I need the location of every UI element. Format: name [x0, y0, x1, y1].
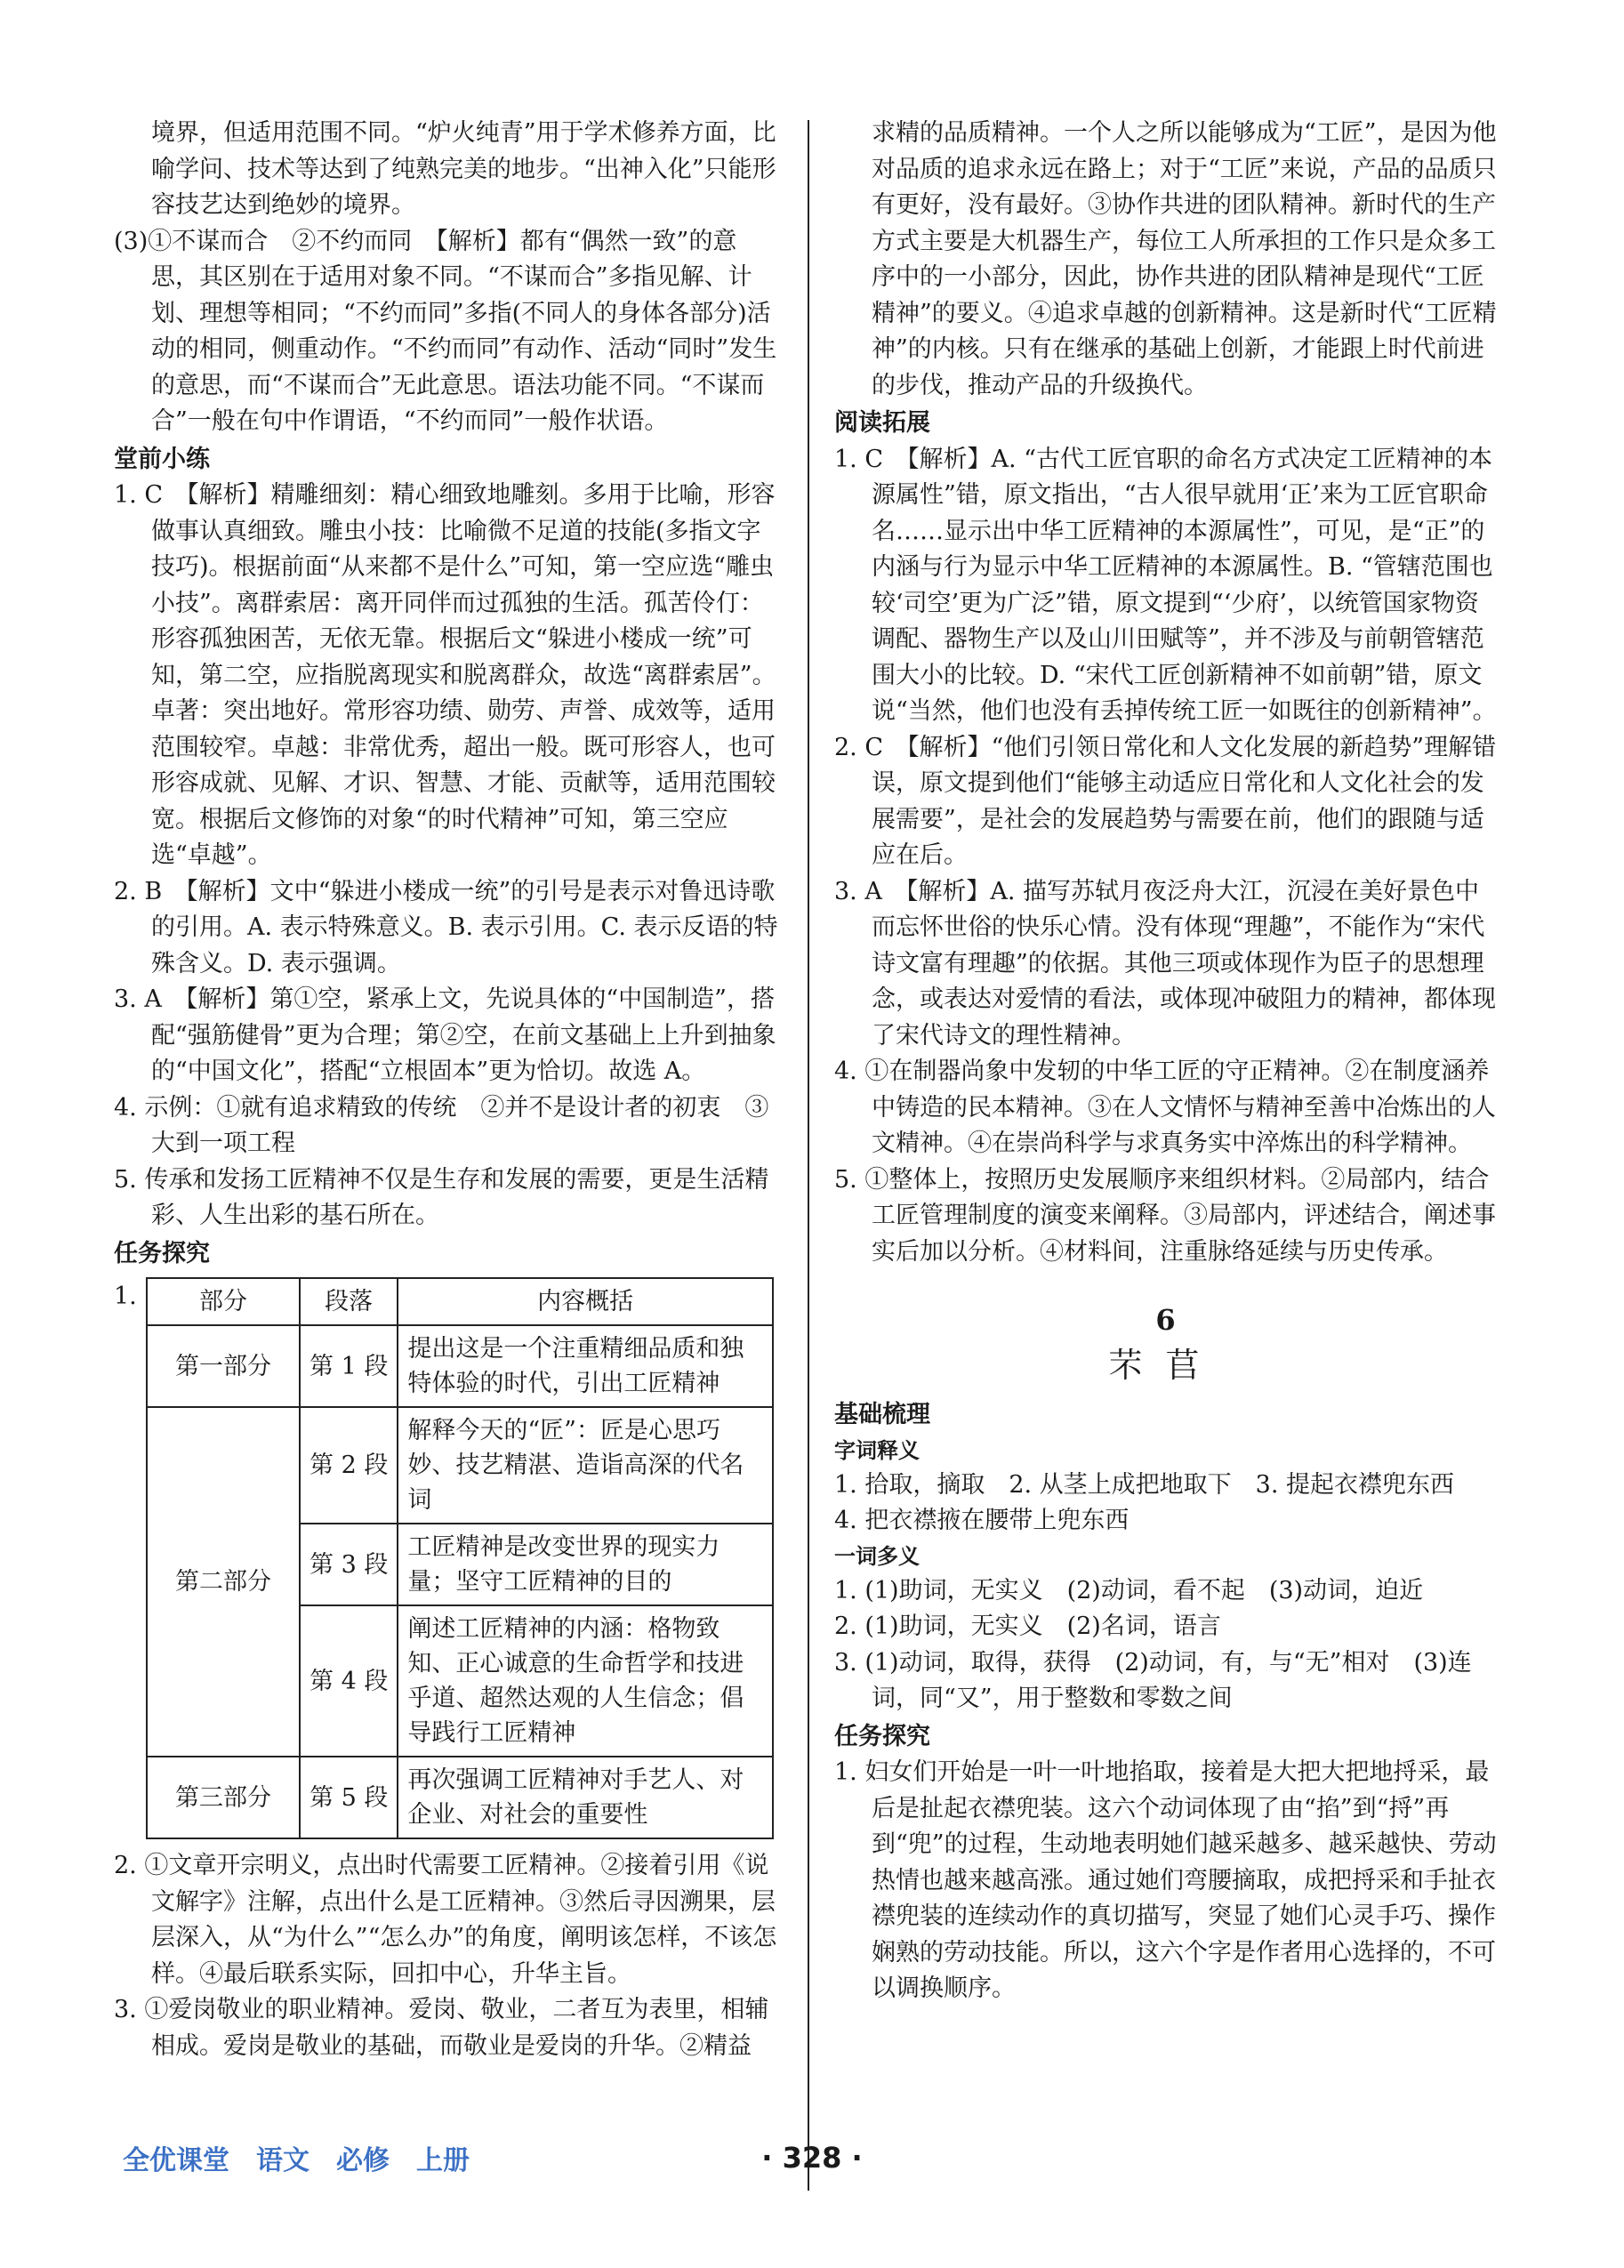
word-meaning-line-1: 1. 拾取，摘取 2. 从茎上成把地取下 3. 提起衣襟兜东西 [834, 1470, 1455, 1499]
section-heading-practice: 堂前小练 [114, 445, 210, 473]
table-cell-part: 第二部分 [147, 1407, 300, 1757]
table-cell-summary: 提出这是一个注重精细品质和独特体验的时代，引出工匠精神 [398, 1325, 773, 1407]
practice-answer-2: 2. B 【解析】文中“躲进小楼成一统”的引号是表示对鲁迅诗歌的引用。A. 表示特殊意义。B. 表示引用。C. 表示反语的特殊含义。D. 表示强调。 [114, 877, 778, 977]
reading-answer-5: 5. ①整体上，按照历史发展顺序来组织材料。②局部内，结合工匠管理制度的演变来阐释。③局部内，评述结合，阐述事实后加以分析。④材料间，注重脉络延续与历史传承。 [834, 1165, 1496, 1266]
practice-answer-3: 3. A 【解析】第①空，紧承上文，先说具体的“中国制造”，搭配“强筋健骨”更为合理；第②空，在前文基础上上升到抽象的“中国文化”，搭配“立根固本”更为恰切。故选 A。 [114, 985, 776, 1085]
table-cell-summary: 工匠精神是改变世界的现实力量；坚守工匠精神的目的 [398, 1524, 773, 1605]
practice-answer-5: 5. 传承和发扬工匠精神不仅是生存和发展的需要，更是生活精彩、人生出彩的基石所在。 [114, 1165, 769, 1229]
word-meaning-line-2: 4. 把衣襟掖在腰带上兜东西 [834, 1507, 1130, 1534]
footer-series-title: 全优课堂 语文 必修 上册 [123, 2145, 470, 2176]
right-column [834, 116, 1497, 2007]
subheading-polysemy: 一词多义 [834, 1543, 920, 1569]
continued-answer-paragraph: 境界，但适用范围不同。“炉火纯青”用于学术修养方面，比喻学问、技术等达到了纯熟完美的地步。“出神入化”只能形容技艺达到绝妙的境界。 [151, 119, 776, 219]
reading-answer-2: 2. C 【解析】“他们引领日常化和人文化发展的新趋势”理解错误，原文提到他们“能够主动适应日常化和人文化社会的发展需要”，是社会的发展趋势与需要在前，他们的跟随与适应在后。 [834, 733, 1497, 869]
practice-answer-1: 1. C 【解析】精雕细刻：精心细致地雕刻。多用于比喻，形容做事认真细致。雕虫小技：比喻微不足道的技能(多指文字技巧)。根据前面“从来都不是什么”可知，第一空应选“雕虫小技”。离群索居：离开同伴而过孤独的生活。孤苦伶仃：形容孤独困苦，无依无靠。根据后文“躲进小楼成一统”可知，第二空，应指脱离现实和脱离群众，故选“离群索居”。卓著：突出地好。常形容功绩、勋劳、声誉、成效等，适用范围较窄。卓越：非常优秀，超出一般。既可形容人，也可形容成就、见解、才识、智慧、才能、贡献等，适用范围较宽。根据后文修饰的对象“的时代精神”可知，第三空应选“卓越”。 [114, 481, 776, 869]
table-header: 部分 [147, 1278, 300, 1325]
task-answer-2: 2. ①文章开宗明义，点出时代需要工匠精神。②接着引用《说文解字》注解，点出什么是工匠精神。③然后寻因溯果，层层深入，从“为什么”“怎么办”的角度，阐明该怎样，不该怎样。④最后联系实际，回扣中心，升华主旨。 [114, 1852, 777, 1988]
structure-table-block [114, 1277, 783, 1839]
section-heading-task: 任务探究 [114, 1239, 210, 1267]
table-cell-paragraph: 第 5 段 [300, 1757, 398, 1838]
table-cell-part: 第一部分 [147, 1325, 300, 1407]
table-row [147, 1407, 773, 1524]
table-cell-summary: 阐述工匠精神的内涵：格物致知、正心诚意的生命哲学和技进乎道、超然达观的人生信念；倡导践行工匠精神 [398, 1605, 773, 1757]
table-cell-summary: 再次强调工匠精神对手艺人、对企业、对社会的重要性 [398, 1757, 773, 1838]
table-cell-paragraph: 第 2 段 [300, 1407, 398, 1524]
reading-answer-1: 1. C 【解析】A. “古代工匠官职的命名方式决定工匠精神的本源属性”错，原文指出，“古人很早就用‘正’来为工匠官职命名……显示出中华工匠精神的本源属性”，可见，是“正”的内涵与行为显示中华工匠精神的本源属性。B. “管辖范围也较‘司空’更为广泛”错，原文提到“‘少府’，以统管国家物资调配、器物生产以及山川田赋等”，并不涉及与前朝管辖范围大小的比较。D. “宋代工匠创新精神不如前朝”错，原文说“当然，他们也没有丢掉传统工匠一如既往的创新精神”。 [834, 445, 1497, 725]
structure-table [146, 1277, 774, 1839]
table-header: 段落 [300, 1278, 398, 1325]
reading-answer-3: 3. A 【解析】A. 描写苏轼月夜泛舟大江，沉浸在美好景色中而忘怀世俗的快乐心情。没有体现“理趣”，不能作为“宋代诗文富有理趣”的依据。其他三项或体现作为臣子的思想理念，或表达对爱情的看法，或体现冲破阻力的精神，都体现了宋代诗文的理性精神。 [834, 877, 1496, 1050]
table-cell-paragraph: 第 1 段 [300, 1325, 398, 1407]
table-cell-paragraph: 第 3 段 [300, 1524, 398, 1605]
continued-answer-paragraph: 求精的品质精神。一个人之所以能够成为“工匠”，是因为他对品质的追求永远在路上；对于“工匠”来说，产品的品质只有更好，没有最好。③协作共进的团队精神。新时代的生产方式主要是大机器生产，每位工人所承担的工作只是众多工序中的一小部分，因此，协作共进的团队精神是现代“工匠精神”的要义。④追求卓越的创新精神。这是新时代“工匠精神”的内核。只有在继承的基础上创新，才能跟上时代前进的步伐，推动产品的升级换代。 [872, 119, 1497, 399]
polysemy-answer-1: 1. (1)助词，无实义 (2)动词，看不起 (3)动词，迫近 [834, 1576, 1424, 1604]
task-answer-1: 1. 妇女们开始是一叶一叶地掐取，接着是大把大把地捋采，最后是扯起衣襟兜装。这六个动词体现了由“掐”到“捋”再到“兜”的过程，生动地表明她们越采越多、越采越快、劳动热情也越来越高涨。通过她们弯腰摘取，成把捋采和手扯衣襟兜装的连续动作的真切描写，突显了她们心灵手巧、操作娴熟的劳动技能。所以，这六个字是作者用心选择的，不可以调换顺序。 [834, 1758, 1497, 2002]
reading-answer-4: 4. ①在制器尚象中发轫的中华工匠的守正精神。②在制度涵养中铸造的民本精神。③在人文情怀与精神至善中冶炼出的人文精神。④在崇尚科学与求真务实中淬炼出的科学精神。 [834, 1058, 1496, 1157]
subheading-word-meaning: 字词释义 [834, 1437, 920, 1463]
table-cell-part: 第三部分 [147, 1757, 300, 1838]
column-divider [808, 120, 809, 2191]
left-column [114, 116, 783, 2064]
section-heading-basics: 基础梳理 [834, 1401, 930, 1428]
table-row [147, 1757, 773, 1838]
task-answer-3: 3. ①爱岗敬业的职业精神。爱岗、敬业，二者互为表里，相辅相成。爱岗是敬业的基础，而敬业是爱岗的升华。②精益 [114, 1996, 769, 2060]
lesson-number: 6 [1155, 1303, 1176, 1337]
table-header: 内容概括 [398, 1278, 773, 1325]
table-cell-summary: 解释今天的“匠”：匠是心思巧妙、技艺精湛、造诣高深的代名词 [398, 1407, 773, 1524]
answer-item-3: (3)①不谋而合 ②不约而同 【解析】都有“偶然一致”的意思，其区别在于适用对象不同。“不谋而合”多指见解、计划、理想等相同；“不约而同”多指(不同人的身体各部分)活动的相同，侧重动作。“不约而同”有动作、活动“同时”发生的意思，而“不谋而合”无此意思。语法功能不同。“不谋而合”一般在句中作谓语，“不约而同”一般作状语。 [114, 227, 777, 435]
lesson-title: 芣苢 [1108, 1345, 1223, 1385]
task-answer-number: 1. [114, 1283, 137, 1310]
page-number: · 328 · [761, 2141, 863, 2175]
table-cell-paragraph: 第 4 段 [300, 1605, 398, 1757]
table-header-row [147, 1278, 773, 1325]
polysemy-answer-2: 2. (1)助词，无实义 (2)名词，语言 [834, 1613, 1221, 1640]
section-heading-reading: 阅读拓展 [834, 409, 930, 437]
practice-answer-4: 4. 示例：①就有追求精致的传统 ②并不是设计者的初衷 ③大到一项工程 [114, 1093, 769, 1157]
polysemy-answer-3: 3. (1)动词，取得，获得 (2)动词，有，与“无”相对 (3)连词，同“又”，用于整数和零数之间 [834, 1648, 1472, 1712]
table-row [147, 1325, 773, 1407]
section-heading-task-2: 任务探究 [834, 1722, 930, 1750]
